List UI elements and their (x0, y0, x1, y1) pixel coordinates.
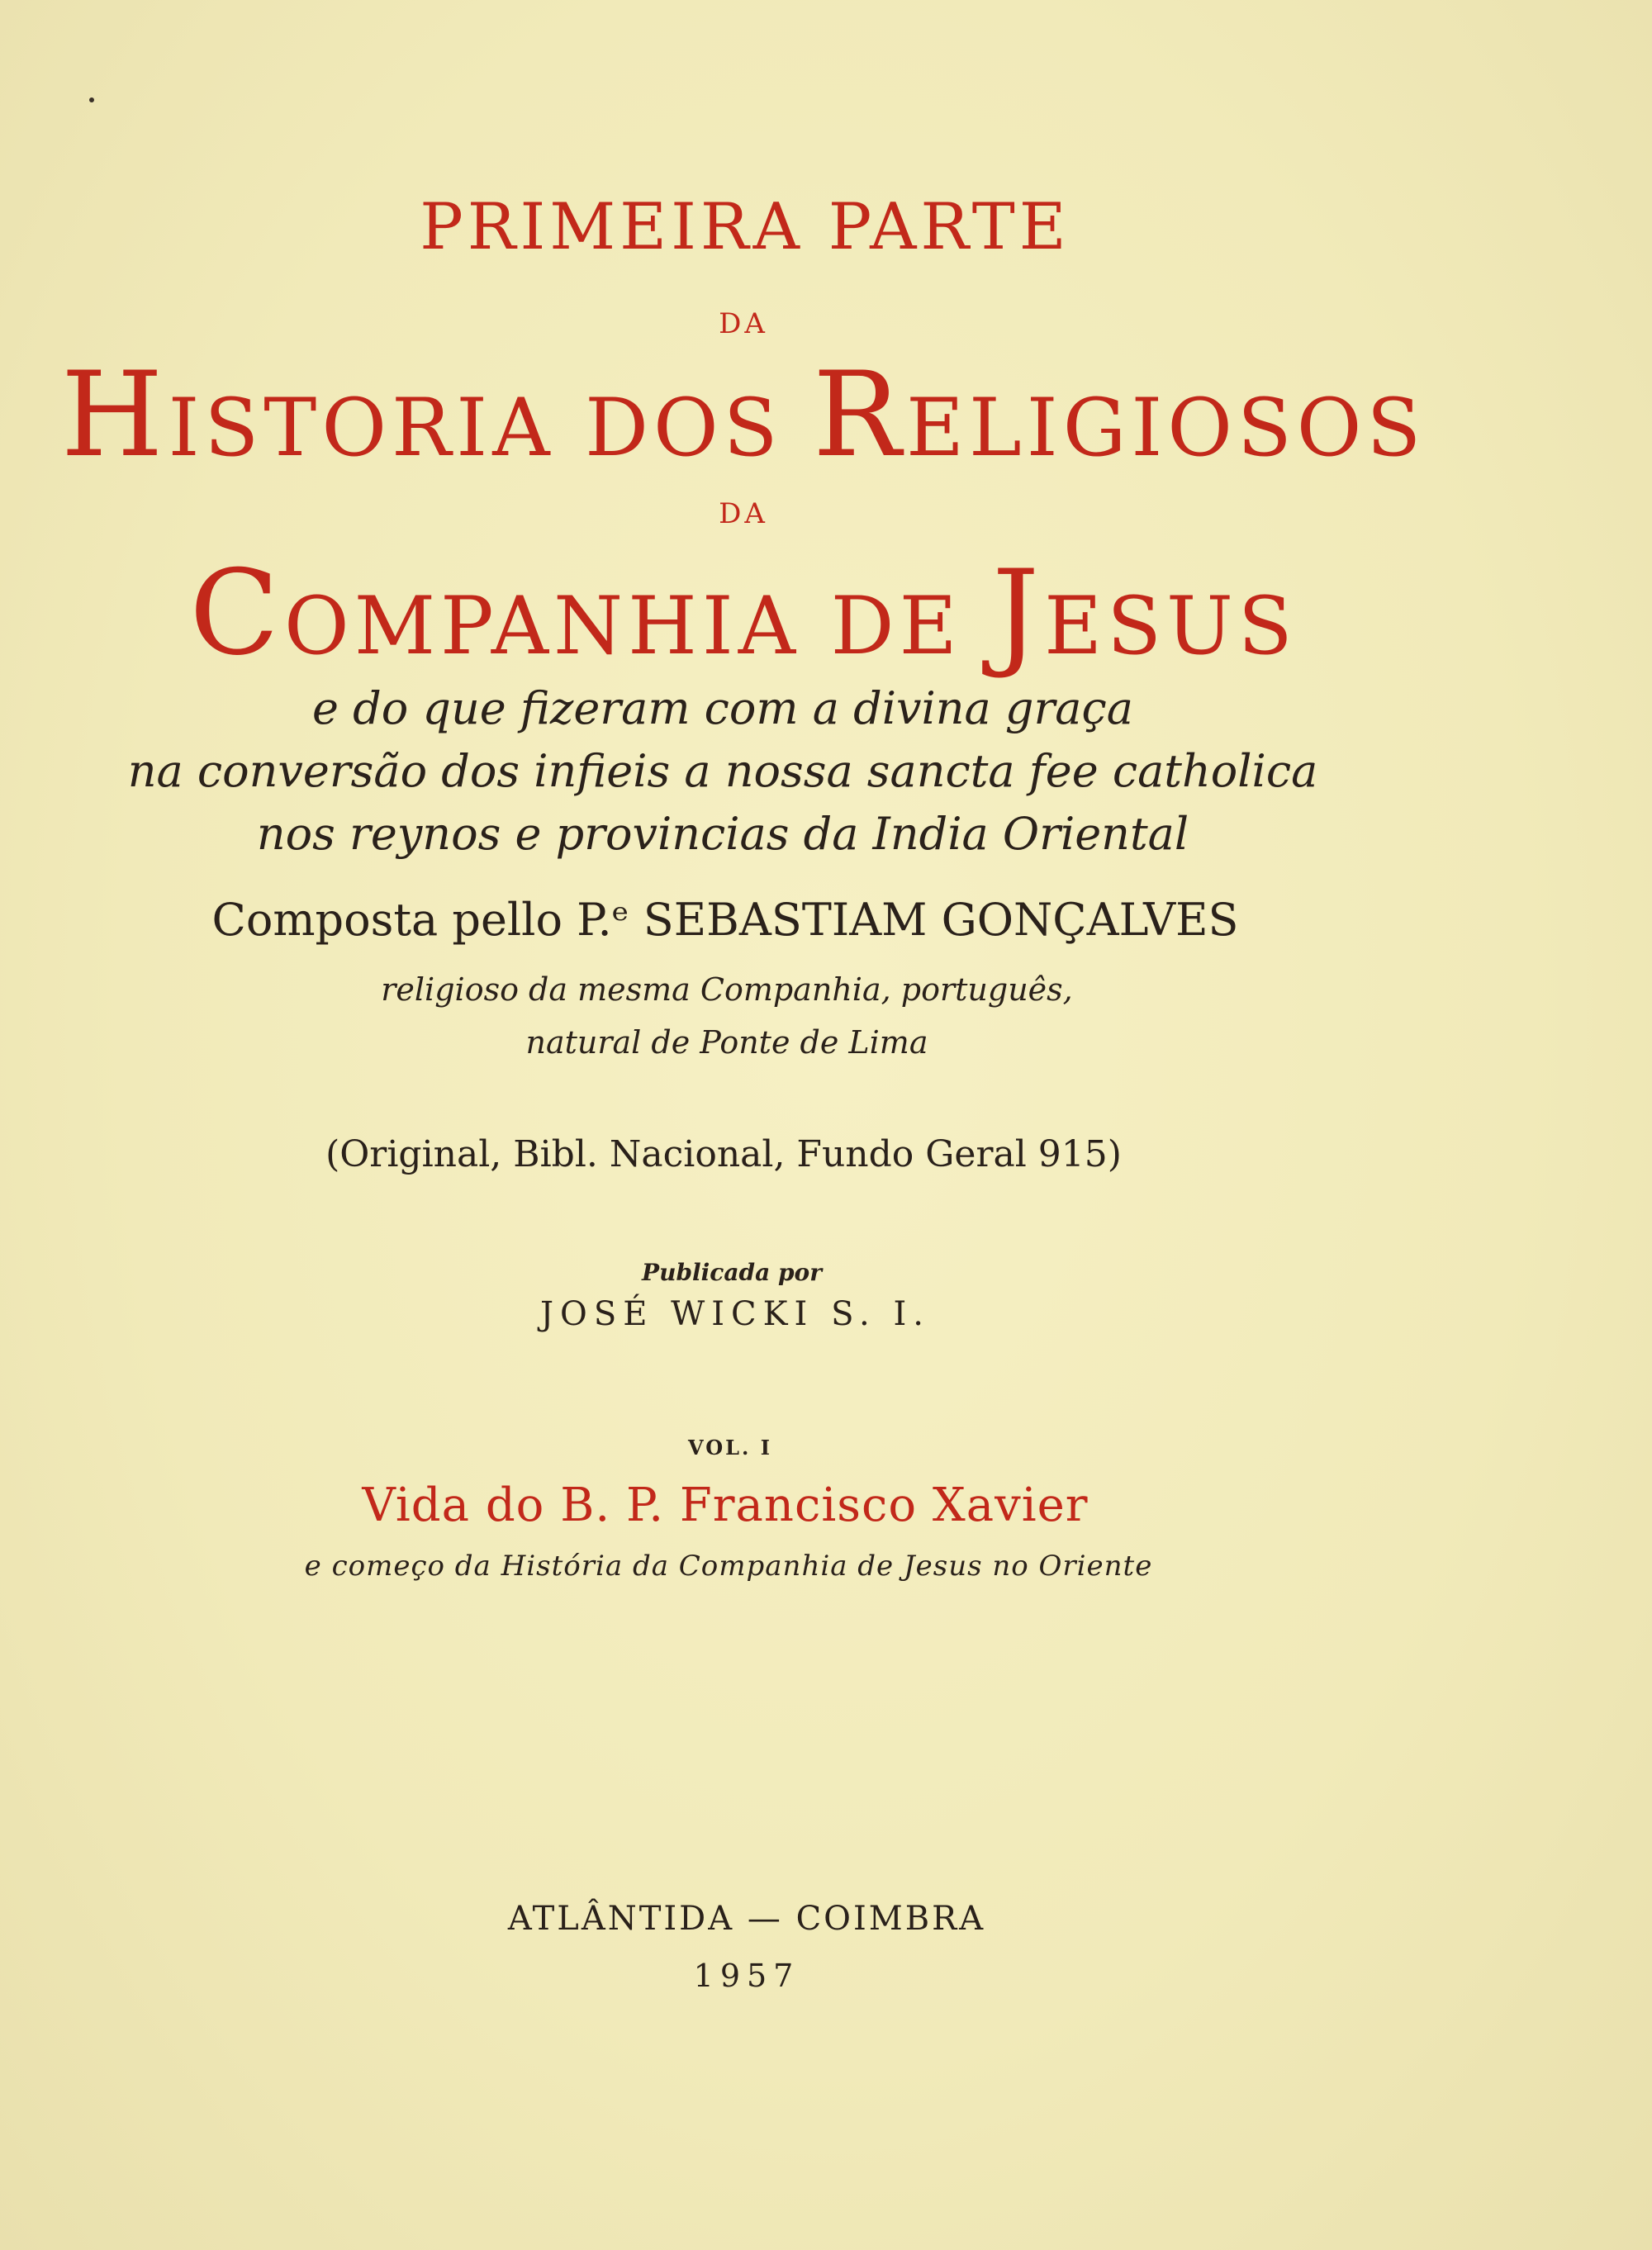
title-companhia-de-jesus (0, 545, 1569, 681)
publisher-imprint: ATLÂNTIDA — COIMBRA (507, 1900, 986, 1938)
author-description-1: religioso da mesma Companhia, português, (381, 971, 1073, 1008)
published-by-label: Publicada por (642, 1259, 822, 1286)
author-line: Composta pello P.ᵉ SEBASTIAM GONÇALVES (211, 894, 1239, 946)
author-description-2: natural de Ponte de Lima (525, 1024, 928, 1061)
publication-year: 1957 (693, 1958, 800, 1994)
title-jesus-rest: ESUS (1044, 580, 1298, 672)
title-da-1: DA (719, 307, 768, 340)
title-da-2: DA (719, 497, 768, 530)
title-jesus-initial: J (992, 545, 1045, 681)
volume-title: Vida do B. P. Francisco Xavier (362, 1479, 1089, 1532)
volume-subtitle: e começo da História da Companhia de Jesus no Oriente (304, 1550, 1153, 1583)
title-historia-initial: H (60, 347, 169, 483)
title-primeira-parte: PRIMEIRA PARTE (420, 190, 1070, 264)
subtitle-line-1: e do que fizeram com a divina graça (312, 682, 1133, 734)
title-historia-rest: ISTORIA DOS (168, 382, 814, 474)
title-companhia-rest: OMPANHIA DE (284, 580, 993, 672)
title-companhia-initial: C (189, 545, 285, 681)
subtitle-line-3: nos reynos e provincias da India Oriental (256, 808, 1189, 860)
title-religiosos-rest: ELIGIOSOS (905, 382, 1427, 474)
subtitle-line-2: na conversão dos infieis a nossa sancta fee catholica (127, 745, 1318, 797)
source-note: (Original, Bibl. Nacional, Fundo Geral 915) (325, 1133, 1122, 1175)
volume-number: VOL. I (688, 1436, 772, 1460)
title-religiosos-initial: R (813, 347, 906, 483)
title-historia-dos-religiosos (0, 347, 1569, 483)
editor-name: JOSÉ WICKI S. I. (540, 1295, 930, 1333)
paper-speck (89, 97, 94, 102)
